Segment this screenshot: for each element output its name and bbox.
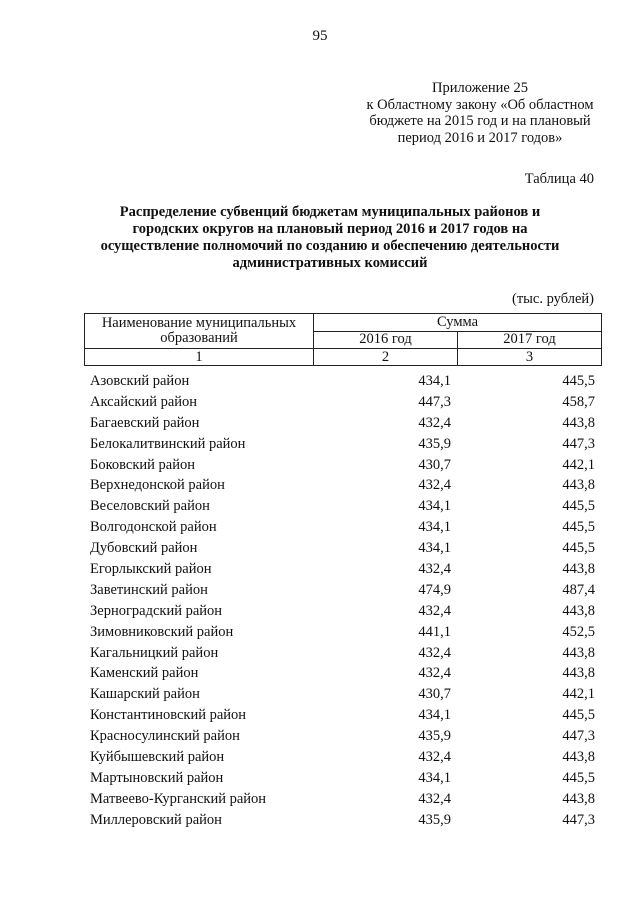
table-body <box>84 371 601 831</box>
value-2017-cell: 442,1 <box>562 686 595 703</box>
table-row <box>84 580 601 601</box>
value-2017-cell: 445,5 <box>562 707 595 724</box>
value-2016-cell: 434,1 <box>418 707 451 724</box>
district-name-cell: Константиновский район <box>90 707 247 724</box>
value-2016-cell: 474,9 <box>418 581 451 598</box>
value-2017-cell: 487,4 <box>562 581 595 598</box>
table-row <box>84 768 601 789</box>
table-header <box>84 313 602 366</box>
district-name-cell: Зерноградский район <box>90 602 223 619</box>
value-2017-cell: 443,8 <box>562 477 595 494</box>
header-name-cell <box>85 314 314 349</box>
value-2017-cell: 447,3 <box>562 811 595 828</box>
table-row <box>84 496 601 517</box>
appendix-line-2: к Областному закону «Об областном <box>366 96 594 113</box>
district-name-cell: Аксайский район <box>90 393 198 410</box>
value-2017-cell: 452,5 <box>562 623 595 640</box>
district-name-cell: Азовский район <box>90 373 190 389</box>
appendix-line-3: бюджете на 2015 год и на плановый <box>369 113 591 129</box>
value-2016-cell: 434,1 <box>418 769 451 786</box>
table-caption: Таблица 40 <box>524 171 594 187</box>
value-2016-cell: 434,1 <box>418 498 451 515</box>
table-row <box>84 559 601 580</box>
value-2017-cell: 458,7 <box>562 393 595 410</box>
district-name-cell: Красносулинский район <box>90 728 240 745</box>
value-2017-cell: 443,8 <box>562 790 595 807</box>
title-line-4: административных комиссий <box>232 255 428 271</box>
title-line-2: городских округов на плановый период 2016 и 2017 годов на <box>132 221 528 237</box>
header-2017-cell: 2017 год <box>458 331 602 349</box>
appendix-block <box>350 80 610 146</box>
value-2016-cell: 432,4 <box>418 665 451 682</box>
district-name-cell: Белокалитвинский район <box>90 435 246 452</box>
district-name-cell: Матвеево-Курганский район <box>90 790 267 807</box>
value-2017-cell: 445,5 <box>562 519 595 536</box>
district-name-cell: Волгодонской район <box>90 519 217 536</box>
table-row <box>84 371 601 392</box>
column-number-3: 3 <box>458 349 602 366</box>
value-2017-cell: 443,8 <box>562 561 595 578</box>
value-2016-cell: 447,3 <box>418 393 451 410</box>
value-2017-cell: 443,8 <box>562 644 595 661</box>
header-name-line-2: образований <box>160 330 238 346</box>
district-name-cell: Боковский район <box>90 456 195 473</box>
table-row <box>84 517 601 538</box>
value-2016-cell: 432,4 <box>418 644 451 661</box>
district-name-cell: Веселовский район <box>90 498 210 515</box>
value-2016-cell: 435,9 <box>418 811 451 828</box>
table-row <box>84 601 601 622</box>
table-row <box>84 475 601 496</box>
value-2017-cell: 443,8 <box>562 414 595 431</box>
table-row <box>84 643 601 664</box>
value-2017-cell: 445,5 <box>562 769 595 786</box>
value-2016-cell: 432,4 <box>418 414 451 431</box>
value-2016-cell: 432,4 <box>418 790 451 807</box>
value-2016-cell: 434,1 <box>418 519 451 536</box>
district-name-cell: Заветинский район <box>90 581 208 598</box>
table-row <box>84 392 601 413</box>
value-2017-cell: 443,8 <box>562 602 595 619</box>
value-2017-cell: 445,5 <box>562 373 595 389</box>
column-number-1: 1 <box>85 349 314 366</box>
table-row <box>84 538 601 559</box>
value-2017-cell: 445,5 <box>562 540 595 557</box>
header-name-line-1: Наименование муниципальных <box>101 315 297 331</box>
district-name-cell: Мартыновский район <box>90 769 224 786</box>
appendix-line-1: Приложение 25 <box>432 80 528 96</box>
value-2016-cell: 434,1 <box>418 540 451 557</box>
value-2016-cell: 432,4 <box>418 749 451 766</box>
value-2017-cell: 447,3 <box>562 728 595 745</box>
header-sum-cell: Сумма <box>314 314 602 332</box>
column-number-2: 2 <box>314 349 458 366</box>
value-2016-cell: 435,9 <box>418 435 451 452</box>
page-number: 95 <box>312 28 328 44</box>
district-name-cell: Каменский район <box>90 665 199 682</box>
table-row <box>84 434 601 455</box>
value-2017-cell: 447,3 <box>562 435 595 452</box>
table-row <box>84 455 601 476</box>
value-2016-cell: 434,1 <box>418 373 451 389</box>
value-2016-cell: 432,4 <box>418 477 451 494</box>
district-name-cell: Егорлыкский район <box>90 561 212 578</box>
value-2016-cell: 432,4 <box>418 561 451 578</box>
district-name-cell: Верхнедонской район <box>90 477 225 494</box>
table-row <box>84 663 601 684</box>
district-name-cell: Кагальницкий район <box>90 644 219 661</box>
title-line-3: осуществление полномочий по созданию и обеспечению деятельности <box>100 238 560 254</box>
table-row <box>84 810 601 831</box>
district-name-cell: Багаевский район <box>90 414 200 431</box>
value-2016-cell: 432,4 <box>418 602 451 619</box>
district-name-cell: Куйбышевский район <box>90 749 225 766</box>
table-row <box>84 622 601 643</box>
value-2017-cell: 445,5 <box>562 498 595 515</box>
value-2017-cell: 443,8 <box>562 749 595 766</box>
value-2016-cell: 430,7 <box>418 686 451 703</box>
district-name-cell: Зимовниковский район <box>90 623 234 640</box>
table-row <box>84 413 601 434</box>
table-row <box>84 705 601 726</box>
table-row <box>84 684 601 705</box>
value-2017-cell: 443,8 <box>562 665 595 682</box>
table-row <box>84 726 601 747</box>
district-name-cell: Миллеровский район <box>90 811 222 828</box>
document-title <box>95 204 565 272</box>
value-2016-cell: 435,9 <box>418 728 451 745</box>
value-2016-cell: 441,1 <box>418 623 451 640</box>
table-row <box>84 747 601 768</box>
district-name-cell: Кашарский район <box>90 686 200 703</box>
value-2016-cell: 430,7 <box>418 456 451 473</box>
district-name-cell: Дубовский район <box>90 540 198 557</box>
appendix-line-4: период 2016 и 2017 годов» <box>397 129 563 146</box>
table-row <box>84 789 601 810</box>
value-2017-cell: 442,1 <box>562 456 595 473</box>
units-label: (тыс. рублей) <box>512 291 594 307</box>
title-line-1: Распределение субвенций бюджетам муниципальных районов и <box>119 204 541 220</box>
header-2016-cell: 2016 год <box>314 331 458 349</box>
